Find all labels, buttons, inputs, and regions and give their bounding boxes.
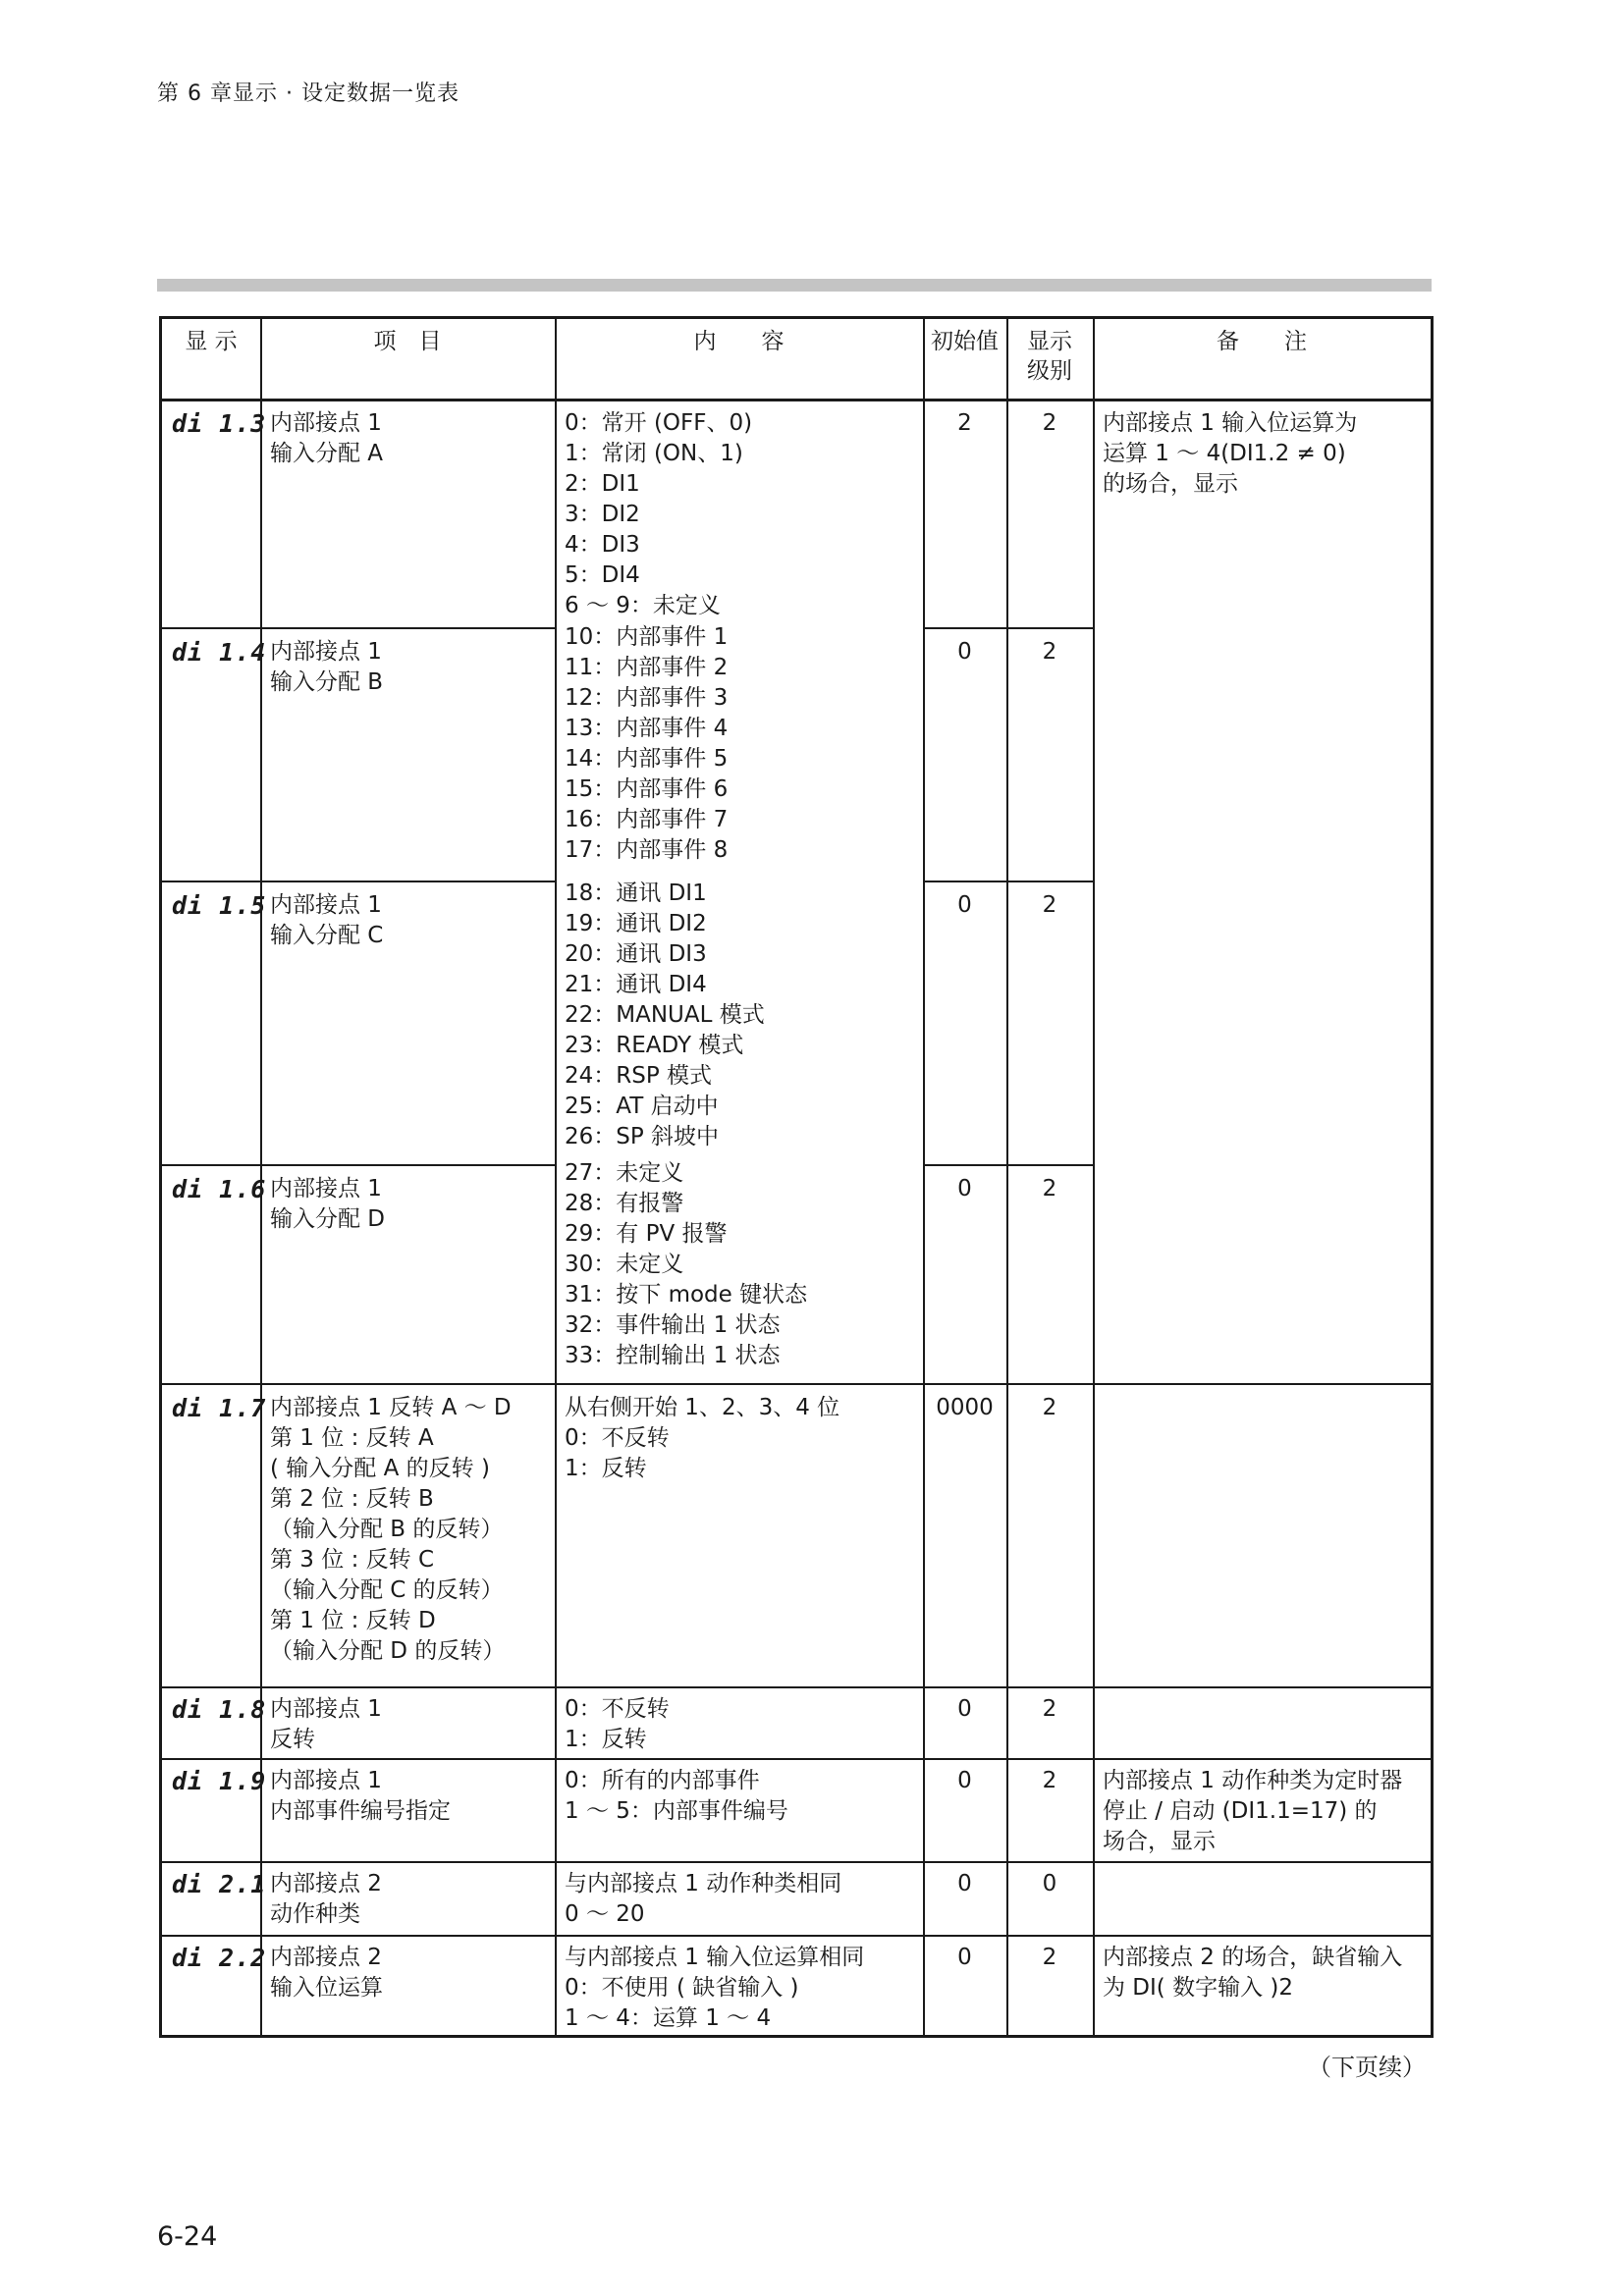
display-code: di 1.7 bbox=[172, 1394, 267, 1422]
item-cell: 内部接点 1 反转 bbox=[270, 1696, 382, 1752]
settings-table bbox=[159, 316, 1434, 2038]
row-divider bbox=[162, 627, 555, 629]
display-level: 2 bbox=[1042, 1176, 1057, 1201]
row-divider bbox=[923, 881, 1093, 882]
initial-value: 2 bbox=[957, 410, 972, 436]
display-code: di 1.6 bbox=[172, 1175, 267, 1203]
content-cell: 0：不反转 1：反转 bbox=[565, 1696, 670, 1752]
initial-value: 0000 bbox=[936, 1395, 994, 1420]
display-level: 2 bbox=[1042, 1395, 1057, 1420]
content-list-block-1: 0：常开 (OFF、0) 1：常闭 (ON、1) 2：DI1 3：DI2 4：DI3 5：DI4 6 ～ 9：未定义 bbox=[565, 410, 753, 618]
row-divider bbox=[162, 1383, 1431, 1385]
display-level: 2 bbox=[1042, 639, 1057, 665]
content-cell: 与内部接点 1 输入位运算相同 0：不使用 ( 缺省输入 ) 1 ～ 4：运算 1 ～ 4 bbox=[565, 1945, 865, 2031]
item-cell: 内部接点 2 输入位运算 bbox=[270, 1945, 383, 2001]
initial-value: 0 bbox=[957, 892, 972, 918]
page-header: 第 6 章显示 · 设定数据一览表 bbox=[157, 81, 460, 106]
header-content: 内 容 bbox=[693, 329, 785, 354]
display-level: 2 bbox=[1042, 892, 1057, 918]
display-code: di 2.1 bbox=[172, 1870, 267, 1898]
continued-note: （下页续） bbox=[1308, 2054, 1426, 2081]
initial-value: 0 bbox=[957, 639, 972, 665]
display-code: di 1.8 bbox=[172, 1695, 267, 1724]
display-level: 2 bbox=[1042, 1768, 1057, 1793]
display-level: 2 bbox=[1042, 1696, 1057, 1722]
initial-value: 0 bbox=[957, 1696, 972, 1722]
header-display: 显 示 bbox=[185, 329, 238, 354]
row-divider bbox=[162, 881, 555, 882]
item-cell: 内部接点 1 输入分配 B bbox=[270, 639, 384, 695]
display-level: 0 bbox=[1042, 1871, 1057, 1896]
note-cell: 内部接点 2 的场合，缺省输入 为 DI( 数字输入 )2 bbox=[1103, 1945, 1403, 2001]
initial-value: 0 bbox=[957, 1945, 972, 1970]
content-cell: 与内部接点 1 动作种类相同 0 ～ 20 bbox=[565, 1871, 842, 1927]
header-level-line1: 显示 bbox=[1027, 329, 1072, 354]
header-initial: 初始值 bbox=[931, 329, 999, 354]
item-cell: 内部接点 1 反转 A ～ D 第 1 位 : 反转 A ( 输入分配 A 的反转 ) 第 2 位 : 反转 B （输入分配 B 的反转） 第 3 位 : 反转 C （输入分配 C 的反转） 第 1 位 : 反转 D （输入分配 D 的反转） bbox=[270, 1395, 512, 1664]
initial-value: 0 bbox=[957, 1871, 972, 1896]
content-list-block-4: 27：未定义 28：有报警 29：有 PV 报警 30：未定义 31：按下 mode 键状态 32：事件输出 1 状态 33：控制输出 1 状态 bbox=[565, 1160, 808, 1368]
item-cell: 内部接点 1 输入分配 A bbox=[270, 410, 384, 466]
display-level: 2 bbox=[1042, 1945, 1057, 1970]
initial-value: 0 bbox=[957, 1176, 972, 1201]
content-cell: 从右侧开始 1、2、3、4 位 0：不反转 1：反转 bbox=[565, 1395, 840, 1481]
header-note: 备 注 bbox=[1217, 329, 1307, 354]
row-divider bbox=[923, 627, 1093, 629]
col-divider bbox=[1093, 319, 1095, 2035]
header-divider bbox=[162, 399, 1431, 401]
initial-value: 0 bbox=[957, 1768, 972, 1793]
section-divider-bar bbox=[157, 279, 1432, 292]
display-code: di 1.4 bbox=[172, 638, 267, 667]
item-cell: 内部接点 2 动作种类 bbox=[270, 1871, 382, 1927]
display-code: di 1.5 bbox=[172, 891, 267, 920]
col-divider bbox=[555, 319, 557, 2035]
row-divider bbox=[162, 1861, 1431, 1863]
content-list-block-2: 10：内部事件 1 11：内部事件 2 12：内部事件 3 13：内部事件 4 14：内部事件 5 15：内部事件 6 16：内部事件 7 17：内部事件 8 bbox=[565, 624, 729, 863]
display-code: di 2.2 bbox=[172, 1944, 267, 1972]
page-number: 6-24 bbox=[157, 2221, 218, 2252]
item-cell: 内部接点 1 输入分配 D bbox=[270, 1176, 386, 1232]
row-divider bbox=[162, 1935, 1431, 1937]
display-level: 2 bbox=[1042, 410, 1057, 436]
item-cell: 内部接点 1 内部事件编号指定 bbox=[270, 1768, 451, 1824]
content-cell: 0：所有的内部事件 1 ～ 5：内部事件编号 bbox=[565, 1768, 788, 1824]
row-divider bbox=[162, 1758, 1431, 1760]
header-level-line2: 级别 bbox=[1027, 358, 1072, 384]
row-divider bbox=[162, 1686, 1431, 1688]
item-cell: 内部接点 1 输入分配 C bbox=[270, 892, 384, 948]
content-list-block-3: 18：通讯 DI1 19：通讯 DI2 20：通讯 DI3 21：通讯 DI4 22：MANUAL 模式 23：READY 模式 24：RSP 模式 25：AT 启动中 26：SP 斜坡中 bbox=[565, 881, 765, 1149]
row-divider bbox=[923, 1164, 1093, 1166]
display-code: di 1.9 bbox=[172, 1767, 267, 1795]
display-code: di 1.3 bbox=[172, 409, 267, 438]
row-divider bbox=[162, 1164, 555, 1166]
header-item: 项 目 bbox=[373, 329, 442, 354]
note-cell: 内部接点 1 动作种类为定时器 停止 / 启动 (DI1.1=17) 的 场合，显示 bbox=[1103, 1768, 1403, 1854]
note-cell: 内部接点 1 输入位运算为 运算 1 ～ 4(DI1.2 ≠ 0) 的场合，显示 bbox=[1103, 410, 1358, 497]
